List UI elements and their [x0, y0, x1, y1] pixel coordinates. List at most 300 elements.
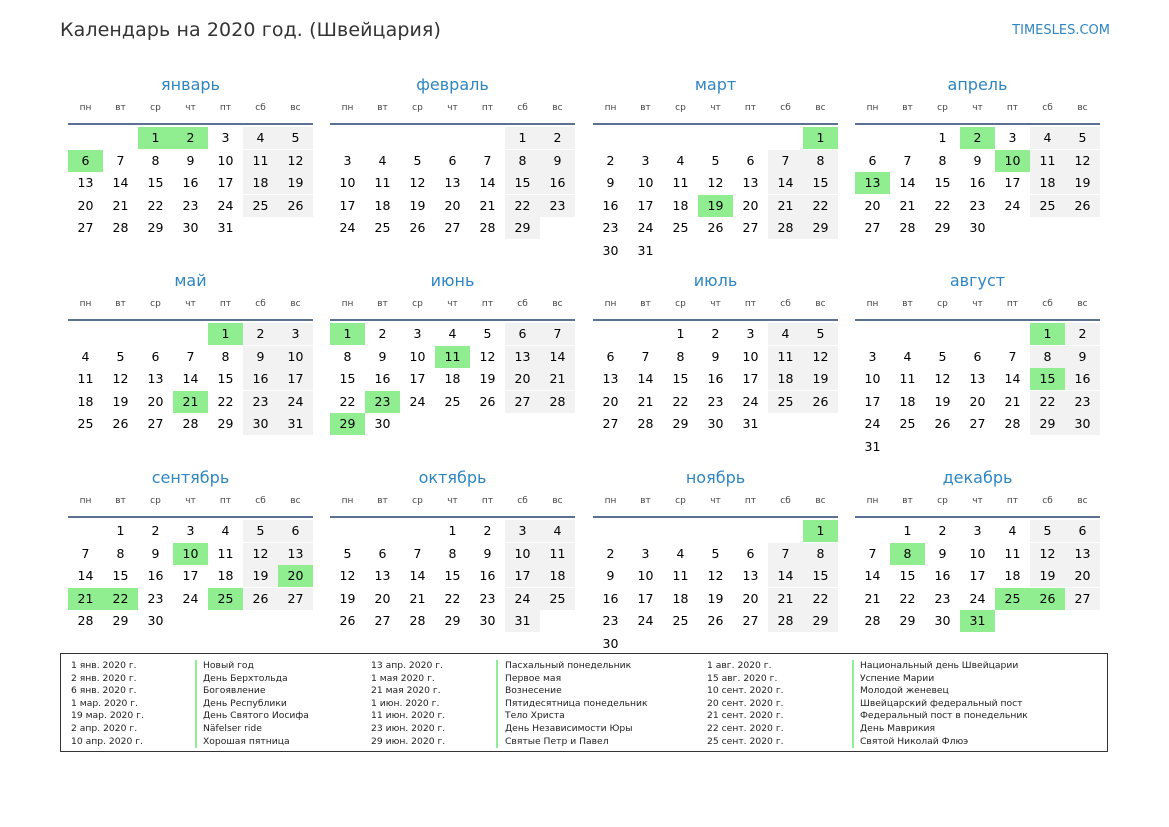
day-cell: 23: [934, 590, 951, 606]
legend-date: 29 июн. 2020 г.: [371, 735, 446, 747]
day-cell: 28: [112, 220, 129, 235]
legend-holiday-name: Святой Николай Флюэ: [860, 735, 969, 747]
weekday-label: сб: [255, 103, 266, 113]
holiday-day-cell: 22: [103, 588, 138, 610]
day-cell: 19: [803, 368, 838, 390]
weekday-label: пт: [1006, 299, 1019, 309]
holiday-day-cell: 29: [330, 413, 365, 435]
month-name: март: [694, 75, 737, 94]
page-title: Календарь на 2020 год. (Швейцария): [60, 19, 441, 41]
day-cell: 21: [768, 195, 803, 217]
day-cell: 20: [742, 197, 759, 213]
weekday-label: вс: [815, 103, 826, 113]
empty-cell: [698, 520, 733, 542]
day-cell: 26: [707, 220, 724, 235]
day-cell: 12: [707, 175, 724, 190]
day-cell: 17: [637, 197, 654, 213]
day-grid: [855, 323, 1100, 458]
day-cell: 16: [707, 371, 724, 386]
day-cell: 7: [868, 545, 877, 561]
day-cell: 3: [1008, 130, 1017, 145]
legend-holiday-name: День Святого Иосифа: [203, 710, 309, 722]
day-cell: 3: [278, 323, 313, 345]
holiday-day-cell: 2: [960, 127, 995, 149]
weekday-label: вт: [902, 496, 913, 506]
day-cell: 4: [1030, 127, 1065, 149]
month-name: сентябрь: [151, 468, 230, 487]
month-name: апрель: [947, 75, 1008, 94]
day-cell: 22: [217, 393, 234, 409]
month-12: [855, 466, 1100, 632]
day-cell: 19: [479, 371, 496, 386]
weekday-label: пт: [744, 496, 757, 506]
day-cell: 26: [934, 416, 951, 431]
day-cell: 26: [112, 416, 129, 431]
day-cell: 17: [969, 568, 986, 583]
legend-date: 13 апр. 2020 г.: [371, 660, 443, 671]
day-cell: 18: [217, 568, 234, 583]
day-cell: 6: [448, 152, 457, 168]
month-3: [593, 73, 838, 262]
weekday-label: ср: [150, 103, 161, 113]
weekday-label: пн: [79, 496, 92, 506]
day-cell: 2: [540, 127, 575, 149]
day-cell: 30: [243, 413, 278, 435]
day-cell: 31: [637, 242, 654, 258]
day-cell: 8: [448, 545, 457, 561]
day-cell: 7: [540, 323, 575, 345]
day-cell: 8: [343, 348, 352, 364]
header-rule: [593, 319, 838, 321]
day-cell: 31: [864, 438, 881, 454]
day-cell: 15: [505, 172, 540, 194]
weekday-label: сб: [517, 299, 528, 309]
empty-cell: [68, 127, 103, 149]
weekday-label: сб: [1042, 496, 1053, 506]
day-cell: 26: [409, 220, 426, 235]
legend-date: 1 янв. 2020 г.: [71, 660, 137, 671]
weekday-header: [330, 297, 575, 317]
header-rule: [330, 516, 575, 518]
empty-cell: [365, 127, 400, 149]
holiday-day-cell: 19: [698, 195, 733, 217]
day-cell: 23: [602, 613, 619, 628]
holiday-day-cell: 1: [803, 520, 838, 542]
empty-cell: [470, 127, 505, 149]
day-cell: 16: [540, 172, 575, 194]
weekday-header: [855, 494, 1100, 514]
day-grid: [330, 323, 575, 435]
day-cell: 22: [672, 393, 689, 409]
empty-cell: [855, 323, 890, 345]
header-rule: [855, 516, 1100, 518]
weekday-label: вт: [377, 299, 388, 309]
day-cell: 11: [1004, 545, 1021, 561]
day-cell: 10: [339, 175, 356, 190]
day-cell: 4: [676, 152, 685, 168]
day-cell: 31: [742, 416, 759, 431]
weekday-label: вт: [377, 103, 388, 113]
day-cell: 14: [409, 568, 426, 583]
empty-cell: [960, 323, 995, 345]
weekday-label: чт: [710, 299, 721, 309]
day-cell: 19: [112, 393, 129, 409]
day-cell: 9: [186, 152, 195, 168]
day-cell: 7: [81, 545, 90, 561]
day-cell: 27: [444, 220, 461, 235]
legend-names-column: [203, 660, 309, 748]
header-rule: [68, 516, 313, 518]
day-cell: 25: [444, 393, 461, 409]
month-9: [68, 466, 313, 632]
empty-cell: [103, 127, 138, 149]
empty-cell: [593, 520, 628, 542]
day-cell: 6: [973, 348, 982, 364]
day-cell: 9: [711, 348, 720, 364]
day-cell: 25: [672, 613, 689, 628]
header-rule: [68, 123, 313, 125]
day-cell: 10: [742, 348, 759, 364]
day-cell: 7: [641, 348, 650, 364]
empty-cell: [593, 127, 628, 149]
day-cell: 23: [540, 195, 575, 217]
day-cell: 29: [1030, 413, 1065, 435]
day-cell: 13: [374, 568, 391, 583]
day-cell: 12: [409, 175, 426, 190]
day-cell: 15: [339, 371, 356, 386]
day-cell: 28: [637, 416, 654, 431]
day-cell: 6: [606, 348, 615, 364]
day-cell: 31: [217, 220, 234, 235]
weekday-label: пн: [79, 299, 92, 309]
day-cell: 22: [505, 195, 540, 217]
day-cell: 21: [479, 197, 496, 213]
holiday-day-cell: 10: [173, 543, 208, 565]
empty-cell: [890, 323, 925, 345]
day-cell: 9: [606, 175, 615, 190]
day-cell: 3: [973, 523, 982, 538]
day-cell: 20: [602, 393, 619, 409]
weekday-label: пт: [481, 496, 494, 506]
weekday-label: чт: [185, 103, 196, 113]
weekday-label: сб: [255, 299, 266, 309]
holiday-day-cell: 13: [855, 172, 890, 194]
empty-cell: [663, 127, 698, 149]
legend-date: 11 июн. 2020 г.: [371, 710, 446, 722]
weekday-label: сб: [1042, 103, 1053, 113]
holiday-day-cell: 15: [1030, 368, 1065, 390]
month-11: [593, 466, 838, 655]
day-cell: 2: [606, 152, 615, 168]
day-cell: 10: [637, 568, 654, 583]
weekday-label: вс: [552, 299, 563, 309]
day-grid: [593, 127, 838, 262]
day-cell: 27: [1065, 588, 1100, 610]
legend-date: 25 сент. 2020 г.: [707, 735, 784, 747]
weekday-label: пт: [481, 103, 494, 113]
day-cell: 18: [374, 197, 391, 213]
day-cell: 5: [278, 127, 313, 149]
day-cell: 15: [934, 175, 951, 190]
site-link[interactable]: TIMESLES.COM: [1012, 23, 1110, 38]
day-cell: 19: [707, 590, 724, 606]
empty-cell: [628, 323, 663, 345]
day-cell: 10: [217, 152, 234, 168]
weekday-label: ср: [675, 496, 686, 506]
legend-date: 21 мая 2020 г.: [371, 685, 441, 697]
day-cell: 9: [483, 545, 492, 561]
empty-cell: [593, 323, 628, 345]
day-cell: 8: [505, 150, 540, 172]
day-cell: 12: [339, 568, 356, 583]
day-cell: 25: [1030, 195, 1065, 217]
empty-cell: [68, 520, 103, 542]
empty-cell: [365, 520, 400, 542]
day-cell: 3: [746, 326, 755, 341]
weekday-label: ср: [675, 103, 686, 113]
day-cell: 13: [1065, 543, 1100, 565]
day-cell: 1: [676, 326, 685, 341]
day-cell: 27: [969, 416, 986, 431]
day-cell: 27: [742, 220, 759, 235]
legend-holiday-marker: [195, 660, 197, 748]
weekday-label: пт: [744, 299, 757, 309]
weekday-label: вс: [1077, 496, 1088, 506]
day-cell: 24: [637, 613, 654, 628]
day-cell: 10: [969, 545, 986, 561]
legend-holiday-name: Федеральный пост в понедельник: [860, 710, 1028, 722]
weekday-label: сб: [780, 299, 791, 309]
day-cell: 4: [243, 127, 278, 149]
legend-dates-column: [71, 660, 144, 748]
day-cell: 10: [637, 175, 654, 190]
day-cell: 3: [413, 326, 422, 341]
day-cell: 21: [768, 588, 803, 610]
day-cell: 21: [899, 197, 916, 213]
empty-cell: [663, 520, 698, 542]
day-cell: 24: [742, 393, 759, 409]
day-cell: 19: [1065, 172, 1100, 194]
day-cell: 5: [116, 348, 125, 364]
day-cell: 17: [864, 393, 881, 409]
legend-date: 10 сент. 2020 г.: [707, 685, 784, 697]
weekday-label: ср: [150, 496, 161, 506]
legend-holiday-name: Näfelser ride: [203, 722, 262, 734]
weekday-label: вс: [552, 496, 563, 506]
empty-cell: [890, 127, 925, 149]
day-cell: 3: [343, 152, 352, 168]
holiday-day-cell: 25: [208, 588, 243, 610]
day-cell: 24: [637, 220, 654, 235]
weekday-label: вт: [377, 496, 388, 506]
day-cell: 19: [934, 393, 951, 409]
day-cell: 18: [1004, 568, 1021, 583]
weekday-label: чт: [710, 103, 721, 113]
weekday-label: сб: [780, 103, 791, 113]
weekday-label: ср: [937, 496, 948, 506]
day-cell: 4: [676, 545, 685, 561]
day-cell: 13: [147, 371, 164, 386]
weekday-label: чт: [972, 496, 983, 506]
day-cell: 18: [1030, 172, 1065, 194]
weekday-label: ср: [412, 299, 423, 309]
day-cell: 25: [374, 220, 391, 235]
day-cell: 5: [1030, 520, 1065, 542]
day-cell: 10: [278, 346, 313, 368]
day-cell: 17: [339, 197, 356, 213]
legend-date: 1 мар. 2020 г.: [71, 697, 139, 709]
day-cell: 2: [1065, 323, 1100, 345]
month-name: январь: [161, 75, 220, 94]
day-cell: 22: [339, 393, 356, 409]
day-cell: 12: [803, 346, 838, 368]
day-cell: 20: [1065, 565, 1100, 587]
day-cell: 17: [217, 175, 234, 190]
empty-cell: [733, 127, 768, 149]
day-cell: 2: [606, 545, 615, 561]
day-cell: 26: [803, 391, 838, 413]
legend-date: 15 авг. 2020 г.: [707, 672, 778, 684]
day-cell: 14: [479, 175, 496, 190]
legend-holiday-name: Хорошая пятница: [203, 735, 290, 747]
day-cell: 7: [186, 348, 195, 364]
empty-cell: [435, 127, 470, 149]
month-name: февраль: [416, 75, 489, 94]
day-cell: 20: [77, 197, 94, 213]
month-5: [68, 269, 313, 435]
empty-cell: [855, 520, 890, 542]
day-cell: 23: [969, 197, 986, 213]
day-cell: 23: [243, 391, 278, 413]
day-cell: 3: [186, 523, 195, 538]
weekday-label: вс: [815, 299, 826, 309]
day-cell: 11: [374, 175, 391, 190]
weekday-label: пн: [341, 496, 354, 506]
legend-date: 1 июн. 2020 г.: [371, 697, 440, 709]
day-cell: 24: [278, 391, 313, 413]
weekday-label: вс: [290, 496, 301, 506]
day-cell: 10: [864, 371, 881, 386]
day-cell: 7: [768, 543, 803, 565]
day-cell: 24: [864, 416, 881, 431]
day-cell: 21: [540, 368, 575, 390]
month-name: май: [174, 271, 207, 290]
legend-date: 23 июн. 2020 г.: [371, 722, 446, 734]
legend-names-column: [505, 660, 648, 748]
weekday-label: пн: [866, 299, 879, 309]
weekday-label: пт: [1006, 496, 1019, 506]
weekday-label: вс: [290, 299, 301, 309]
day-cell: 9: [606, 568, 615, 583]
weekday-label: пт: [481, 299, 494, 309]
day-cell: 26: [479, 393, 496, 409]
day-cell: 9: [378, 348, 387, 364]
day-cell: 14: [864, 568, 881, 583]
day-cell: 4: [378, 152, 387, 168]
holiday-day-cell: 21: [68, 588, 103, 610]
day-cell: 20: [864, 197, 881, 213]
day-cell: 30: [182, 220, 199, 235]
month-7: [593, 269, 838, 435]
day-cell: 17: [637, 590, 654, 606]
day-cell: 24: [505, 588, 540, 610]
day-cell: 15: [672, 371, 689, 386]
legend-date: 10 апр. 2020 г.: [71, 735, 143, 747]
day-cell: 28: [899, 220, 916, 235]
header-rule: [593, 516, 838, 518]
weekday-header: [330, 101, 575, 121]
day-cell: 30: [707, 416, 724, 431]
day-cell: 18: [672, 590, 689, 606]
day-cell: 26: [339, 613, 356, 628]
day-cell: 4: [81, 348, 90, 364]
legend-holiday-name: Пятидесятница понедельник: [505, 697, 648, 709]
weekday-label: пн: [604, 103, 617, 113]
month-1: [68, 73, 313, 239]
day-cell: 8: [938, 152, 947, 168]
day-cell: 6: [746, 545, 755, 561]
day-cell: 12: [243, 543, 278, 565]
day-cell: 27: [505, 391, 540, 413]
day-cell: 14: [1004, 371, 1021, 386]
day-cell: 6: [151, 348, 160, 364]
weekday-label: вс: [815, 496, 826, 506]
day-cell: 25: [243, 195, 278, 217]
legend-date: 20 сент. 2020 г.: [707, 697, 784, 709]
day-cell: 6: [278, 520, 313, 542]
day-cell: 19: [243, 565, 278, 587]
day-cell: 22: [444, 590, 461, 606]
day-cell: 29: [803, 610, 838, 632]
legend-holiday-name: Молодой женевец: [860, 685, 949, 697]
weekday-label: вс: [552, 103, 563, 113]
holiday-day-cell: 31: [960, 610, 995, 632]
day-grid: [330, 127, 575, 239]
day-cell: 9: [1065, 346, 1100, 368]
day-cell: 16: [602, 197, 619, 213]
day-cell: 28: [182, 416, 199, 431]
day-cell: 16: [374, 371, 391, 386]
day-cell: 12: [1065, 150, 1100, 172]
header-rule: [330, 123, 575, 125]
day-cell: 23: [182, 197, 199, 213]
month-name: октябрь: [418, 468, 487, 487]
day-cell: 26: [707, 613, 724, 628]
day-cell: 14: [899, 175, 916, 190]
day-cell: 9: [973, 152, 982, 168]
day-cell: 15: [444, 568, 461, 583]
day-cell: 11: [217, 545, 234, 561]
weekday-label: сб: [780, 496, 791, 506]
day-cell: 6: [1065, 520, 1100, 542]
day-cell: 1: [903, 523, 912, 538]
legend-date: 1 авг. 2020 г.: [707, 660, 772, 671]
day-cell: 18: [540, 565, 575, 587]
day-cell: 12: [479, 348, 496, 364]
day-cell: 2: [151, 523, 160, 538]
day-cell: 20: [969, 393, 986, 409]
holiday-day-cell: 1: [330, 323, 365, 345]
weekday-label: вс: [290, 103, 301, 113]
day-cell: 14: [112, 175, 129, 190]
weekday-label: вт: [640, 299, 651, 309]
weekday-header: [593, 101, 838, 121]
day-cell: 29: [803, 217, 838, 239]
weekday-label: ср: [412, 103, 423, 113]
day-cell: 20: [505, 368, 540, 390]
day-cell: 23: [1065, 391, 1100, 413]
day-cell: 31: [278, 413, 313, 435]
